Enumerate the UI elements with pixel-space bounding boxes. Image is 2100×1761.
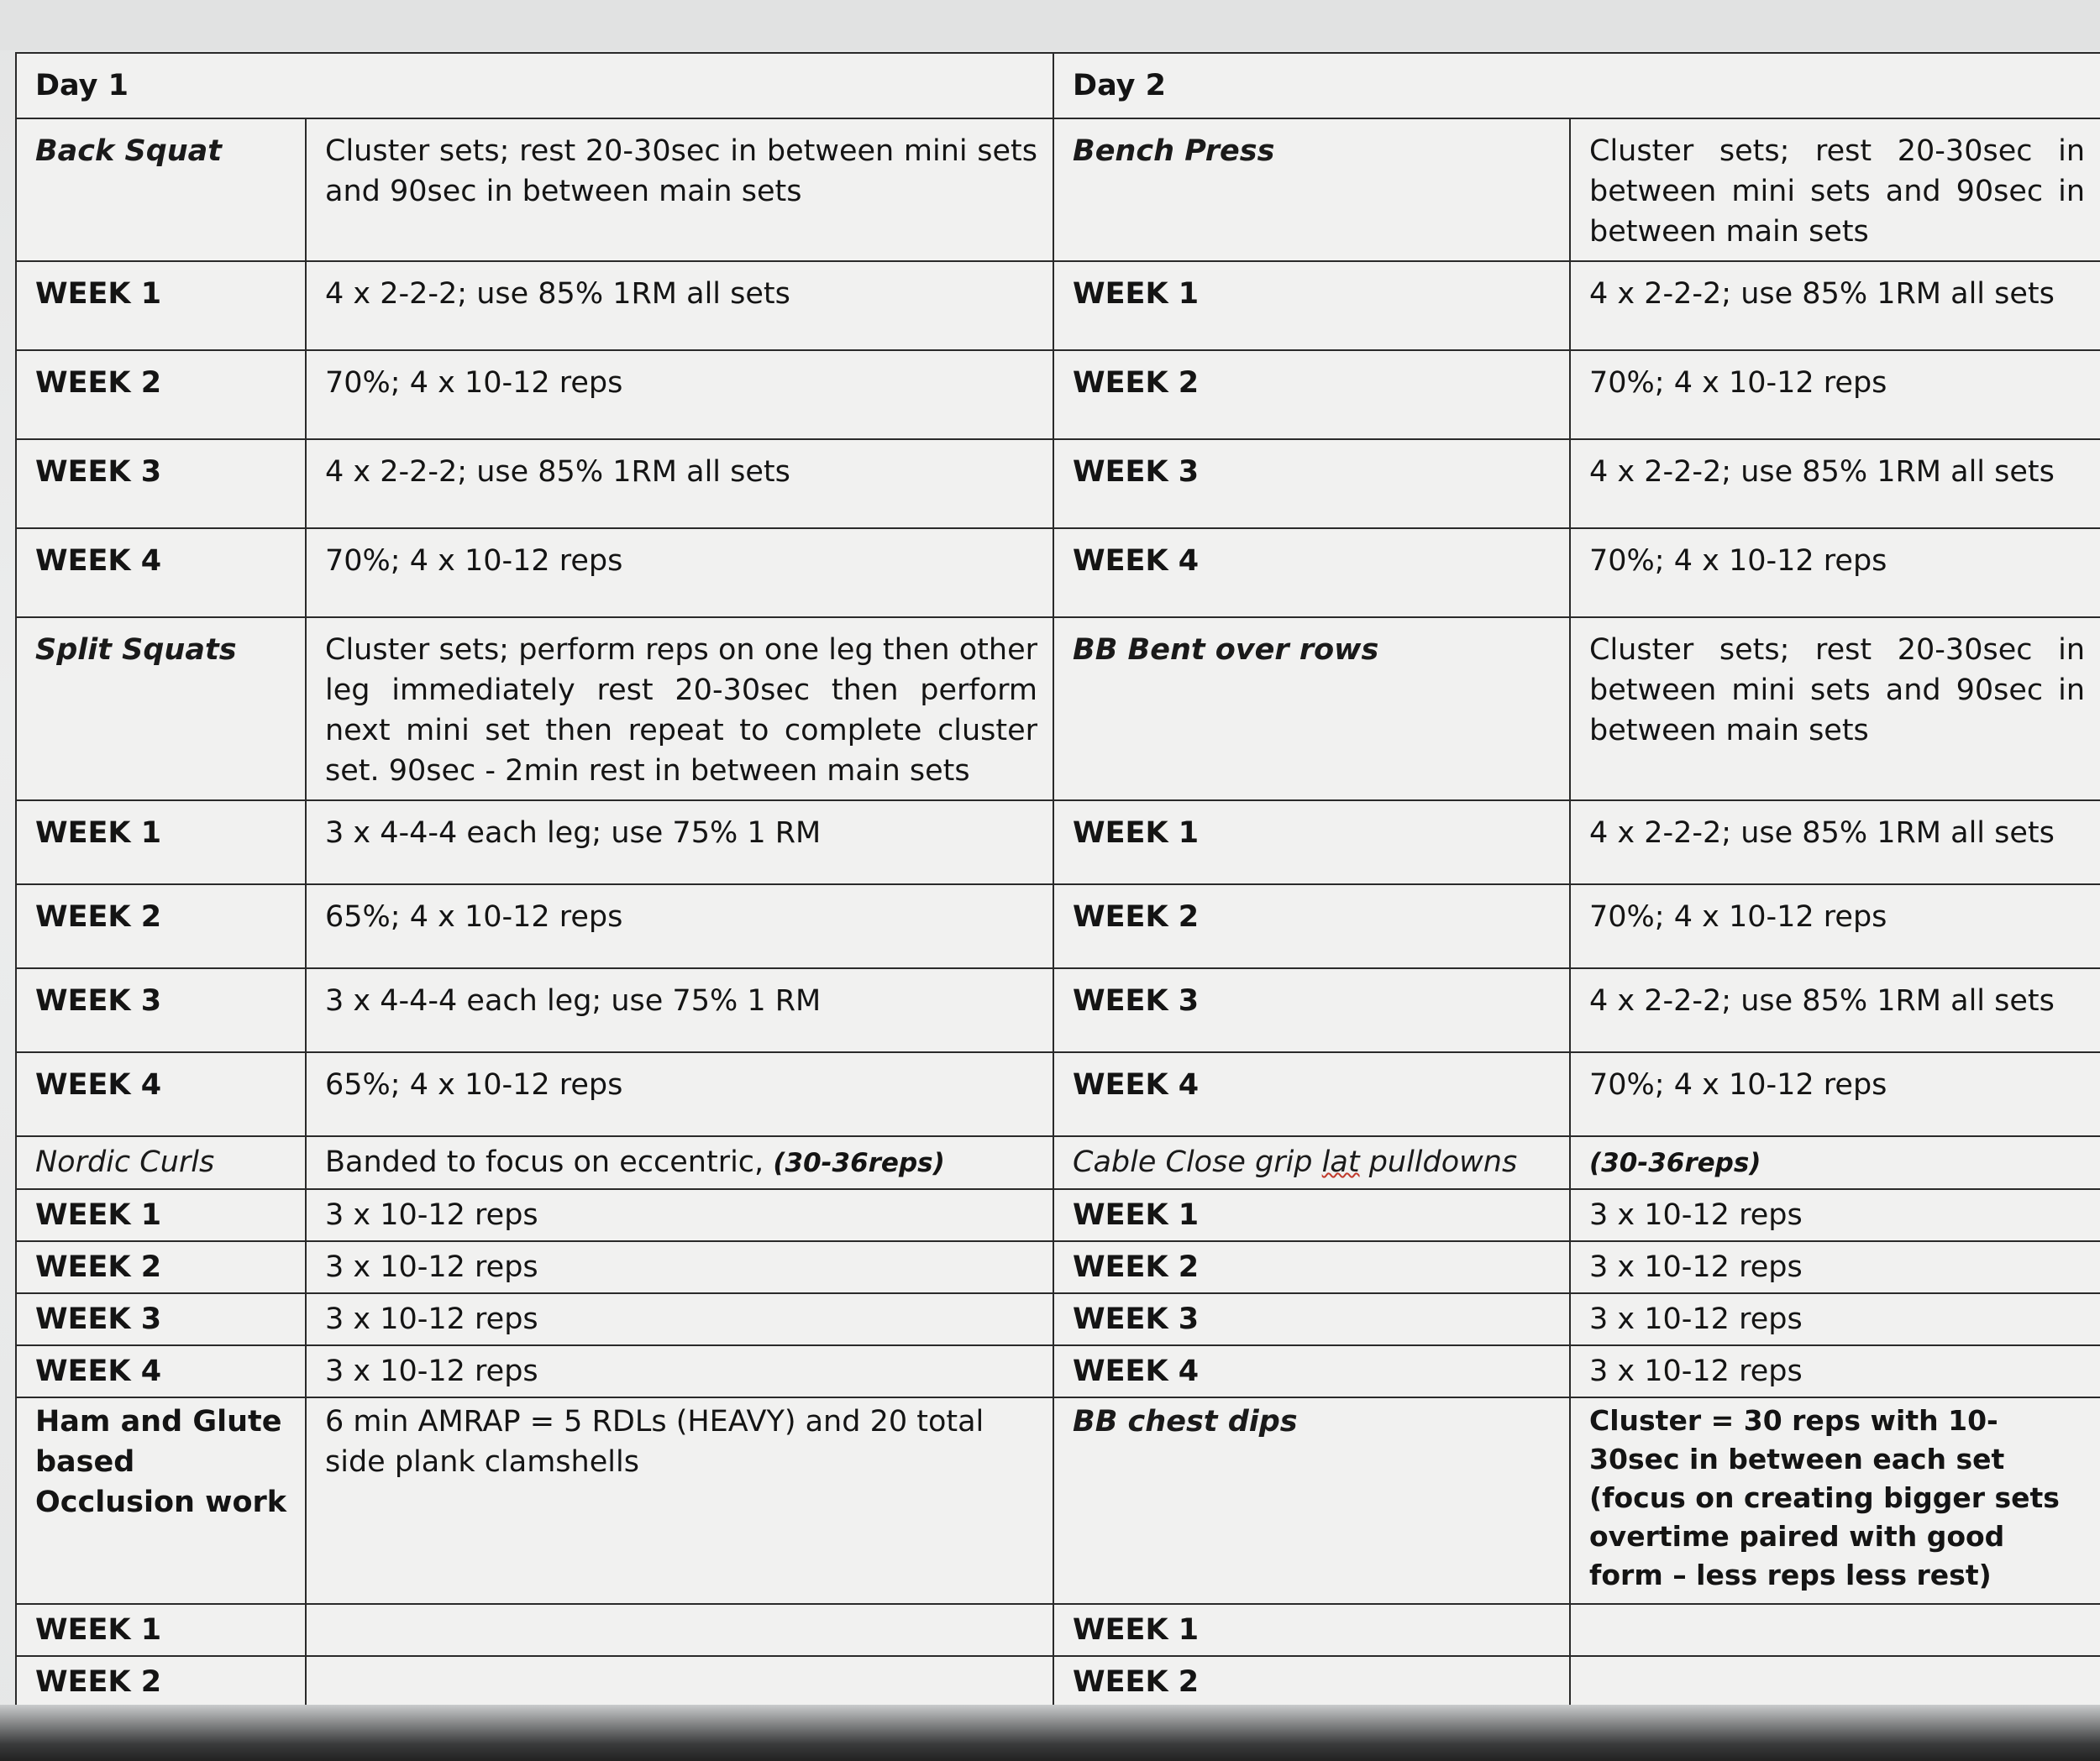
week-prescription: 4 x 2-2-2; use 85% 1RM all sets [1570, 968, 2100, 1052]
week-prescription: 70%; 4 x 10-12 reps [1570, 1052, 2100, 1136]
spellcheck-flagged-word: lat [1321, 1145, 1360, 1179]
bottom-edge [0, 1705, 2100, 1761]
week-label: WEEK 2 [1053, 1656, 1570, 1708]
week-prescription [306, 1604, 1053, 1656]
exercise-name: BB chest dips [1053, 1397, 1570, 1604]
workout-table [15, 52, 2100, 1761]
week-label: WEEK 4 [1053, 1052, 1570, 1136]
week-label: WEEK 3 [1053, 968, 1570, 1052]
week-prescription: 3 x 10-12 reps [306, 1293, 1053, 1345]
rep-range-note: (30-36reps) [1589, 1148, 1761, 1178]
week-label: WEEK 3 [16, 968, 306, 1052]
week-label: WEEK 2 [16, 1656, 306, 1708]
week-prescription: 3 x 10-12 reps [1570, 1241, 2100, 1293]
exercise-name: Nordic Curls [16, 1136, 306, 1189]
week-label: WEEK 4 [1053, 528, 1570, 617]
week-label: WEEK 1 [16, 1604, 306, 1656]
week-label: WEEK 1 [16, 800, 306, 884]
week-label: WEEK 4 [16, 528, 306, 617]
exercise-description: Cluster = 30 reps with 10-30sec in between each set (focus on creating bigger sets overtime paired with good form – less reps less rest) [1570, 1397, 2100, 1604]
week-prescription: 4 x 2-2-2; use 85% 1RM all sets [1570, 439, 2100, 528]
week-label: WEEK 4 [16, 1052, 306, 1136]
week-label: WEEK 2 [1053, 884, 1570, 968]
week-prescription: 3 x 4-4-4 each leg; use 75% 1 RM [306, 968, 1053, 1052]
week-prescription [1570, 1656, 2100, 1708]
week-prescription: 3 x 10-12 reps [1570, 1189, 2100, 1241]
week-prescription: 4 x 2-2-2; use 85% 1RM all sets [1570, 261, 2100, 350]
week-prescription: 65%; 4 x 10-12 reps [306, 1052, 1053, 1136]
exercise-name: Split Squats [16, 617, 306, 800]
day-2-header: Day 2 [1053, 53, 2100, 118]
week-label: WEEK 1 [16, 261, 306, 350]
week-prescription: 70%; 4 x 10-12 reps [306, 350, 1053, 439]
week-label: WEEK 2 [16, 1241, 306, 1293]
week-label: WEEK 3 [16, 439, 306, 528]
top-margin [0, 0, 2100, 50]
exercise-description: Cluster sets; rest 20-30sec in between mini sets and 90sec in between main sets [1570, 617, 2100, 800]
week-prescription [1570, 1604, 2100, 1656]
exercise-description: Cluster sets; perform reps on one leg then other leg immediately rest 20-30sec then perform next mini set then repeat to complete cluster set. 90sec - 2min rest in between main sets [306, 617, 1053, 800]
week-prescription: 3 x 10-12 reps [1570, 1345, 2100, 1397]
week-label: WEEK 1 [1053, 261, 1570, 350]
exercise-name: Ham and Glute based Occlusion work [16, 1397, 306, 1604]
week-prescription: 3 x 10-12 reps [1570, 1293, 2100, 1345]
week-label: WEEK 2 [1053, 350, 1570, 439]
week-prescription: 3 x 10-12 reps [306, 1189, 1053, 1241]
week-prescription: 3 x 10-12 reps [306, 1345, 1053, 1397]
week-label: WEEK 1 [1053, 1189, 1570, 1241]
week-label: WEEK 2 [1053, 1241, 1570, 1293]
week-prescription: 4 x 2-2-2; use 85% 1RM all sets [306, 261, 1053, 350]
week-label: WEEK 1 [16, 1189, 306, 1241]
exercise-name: BB Bent over rows [1053, 617, 1570, 800]
week-label: WEEK 4 [1053, 1345, 1570, 1397]
week-label: WEEK 3 [1053, 1293, 1570, 1345]
rep-range-note: (30-36reps) [773, 1148, 945, 1178]
exercise-name [1053, 1136, 1570, 1189]
week-label: WEEK 3 [16, 1293, 306, 1345]
exercise-name: Bench Press [1053, 118, 1570, 261]
week-prescription: 70%; 4 x 10-12 reps [1570, 884, 2100, 968]
day-1-header: Day 1 [16, 53, 1053, 118]
description-text: Banded to focus on eccentric, [325, 1145, 764, 1179]
week-prescription: 4 x 2-2-2; use 85% 1RM all sets [1570, 800, 2100, 884]
week-label: WEEK 3 [1053, 439, 1570, 528]
exercise-description: 6 min AMRAP = 5 RDLs (HEAVY) and 20 total side plank clamshells [306, 1397, 1053, 1604]
exercise-description [1570, 1136, 2100, 1189]
name-part: Cable Close grip [1073, 1145, 1322, 1179]
week-prescription: 70%; 4 x 10-12 reps [306, 528, 1053, 617]
exercise-name: Back Squat [16, 118, 306, 261]
name-part: pulldowns [1359, 1145, 1518, 1179]
week-prescription: 65%; 4 x 10-12 reps [306, 884, 1053, 968]
week-label: WEEK 2 [16, 350, 306, 439]
week-prescription: 3 x 10-12 reps [306, 1241, 1053, 1293]
week-prescription: 3 x 4-4-4 each leg; use 75% 1 RM [306, 800, 1053, 884]
week-prescription: 70%; 4 x 10-12 reps [1570, 350, 2100, 439]
exercise-description: Cluster sets; rest 20-30sec in between mini sets and 90sec in between main sets [1570, 118, 2100, 261]
exercise-description [306, 1136, 1053, 1189]
week-prescription: 4 x 2-2-2; use 85% 1RM all sets [306, 439, 1053, 528]
week-label: WEEK 1 [1053, 1604, 1570, 1656]
week-label: WEEK 1 [1053, 800, 1570, 884]
exercise-description: Cluster sets; rest 20-30sec in between mini sets and 90sec in between main sets [306, 118, 1053, 261]
week-prescription [306, 1656, 1053, 1708]
week-label: WEEK 2 [16, 884, 306, 968]
week-prescription: 70%; 4 x 10-12 reps [1570, 528, 2100, 617]
week-label: WEEK 4 [16, 1345, 306, 1397]
